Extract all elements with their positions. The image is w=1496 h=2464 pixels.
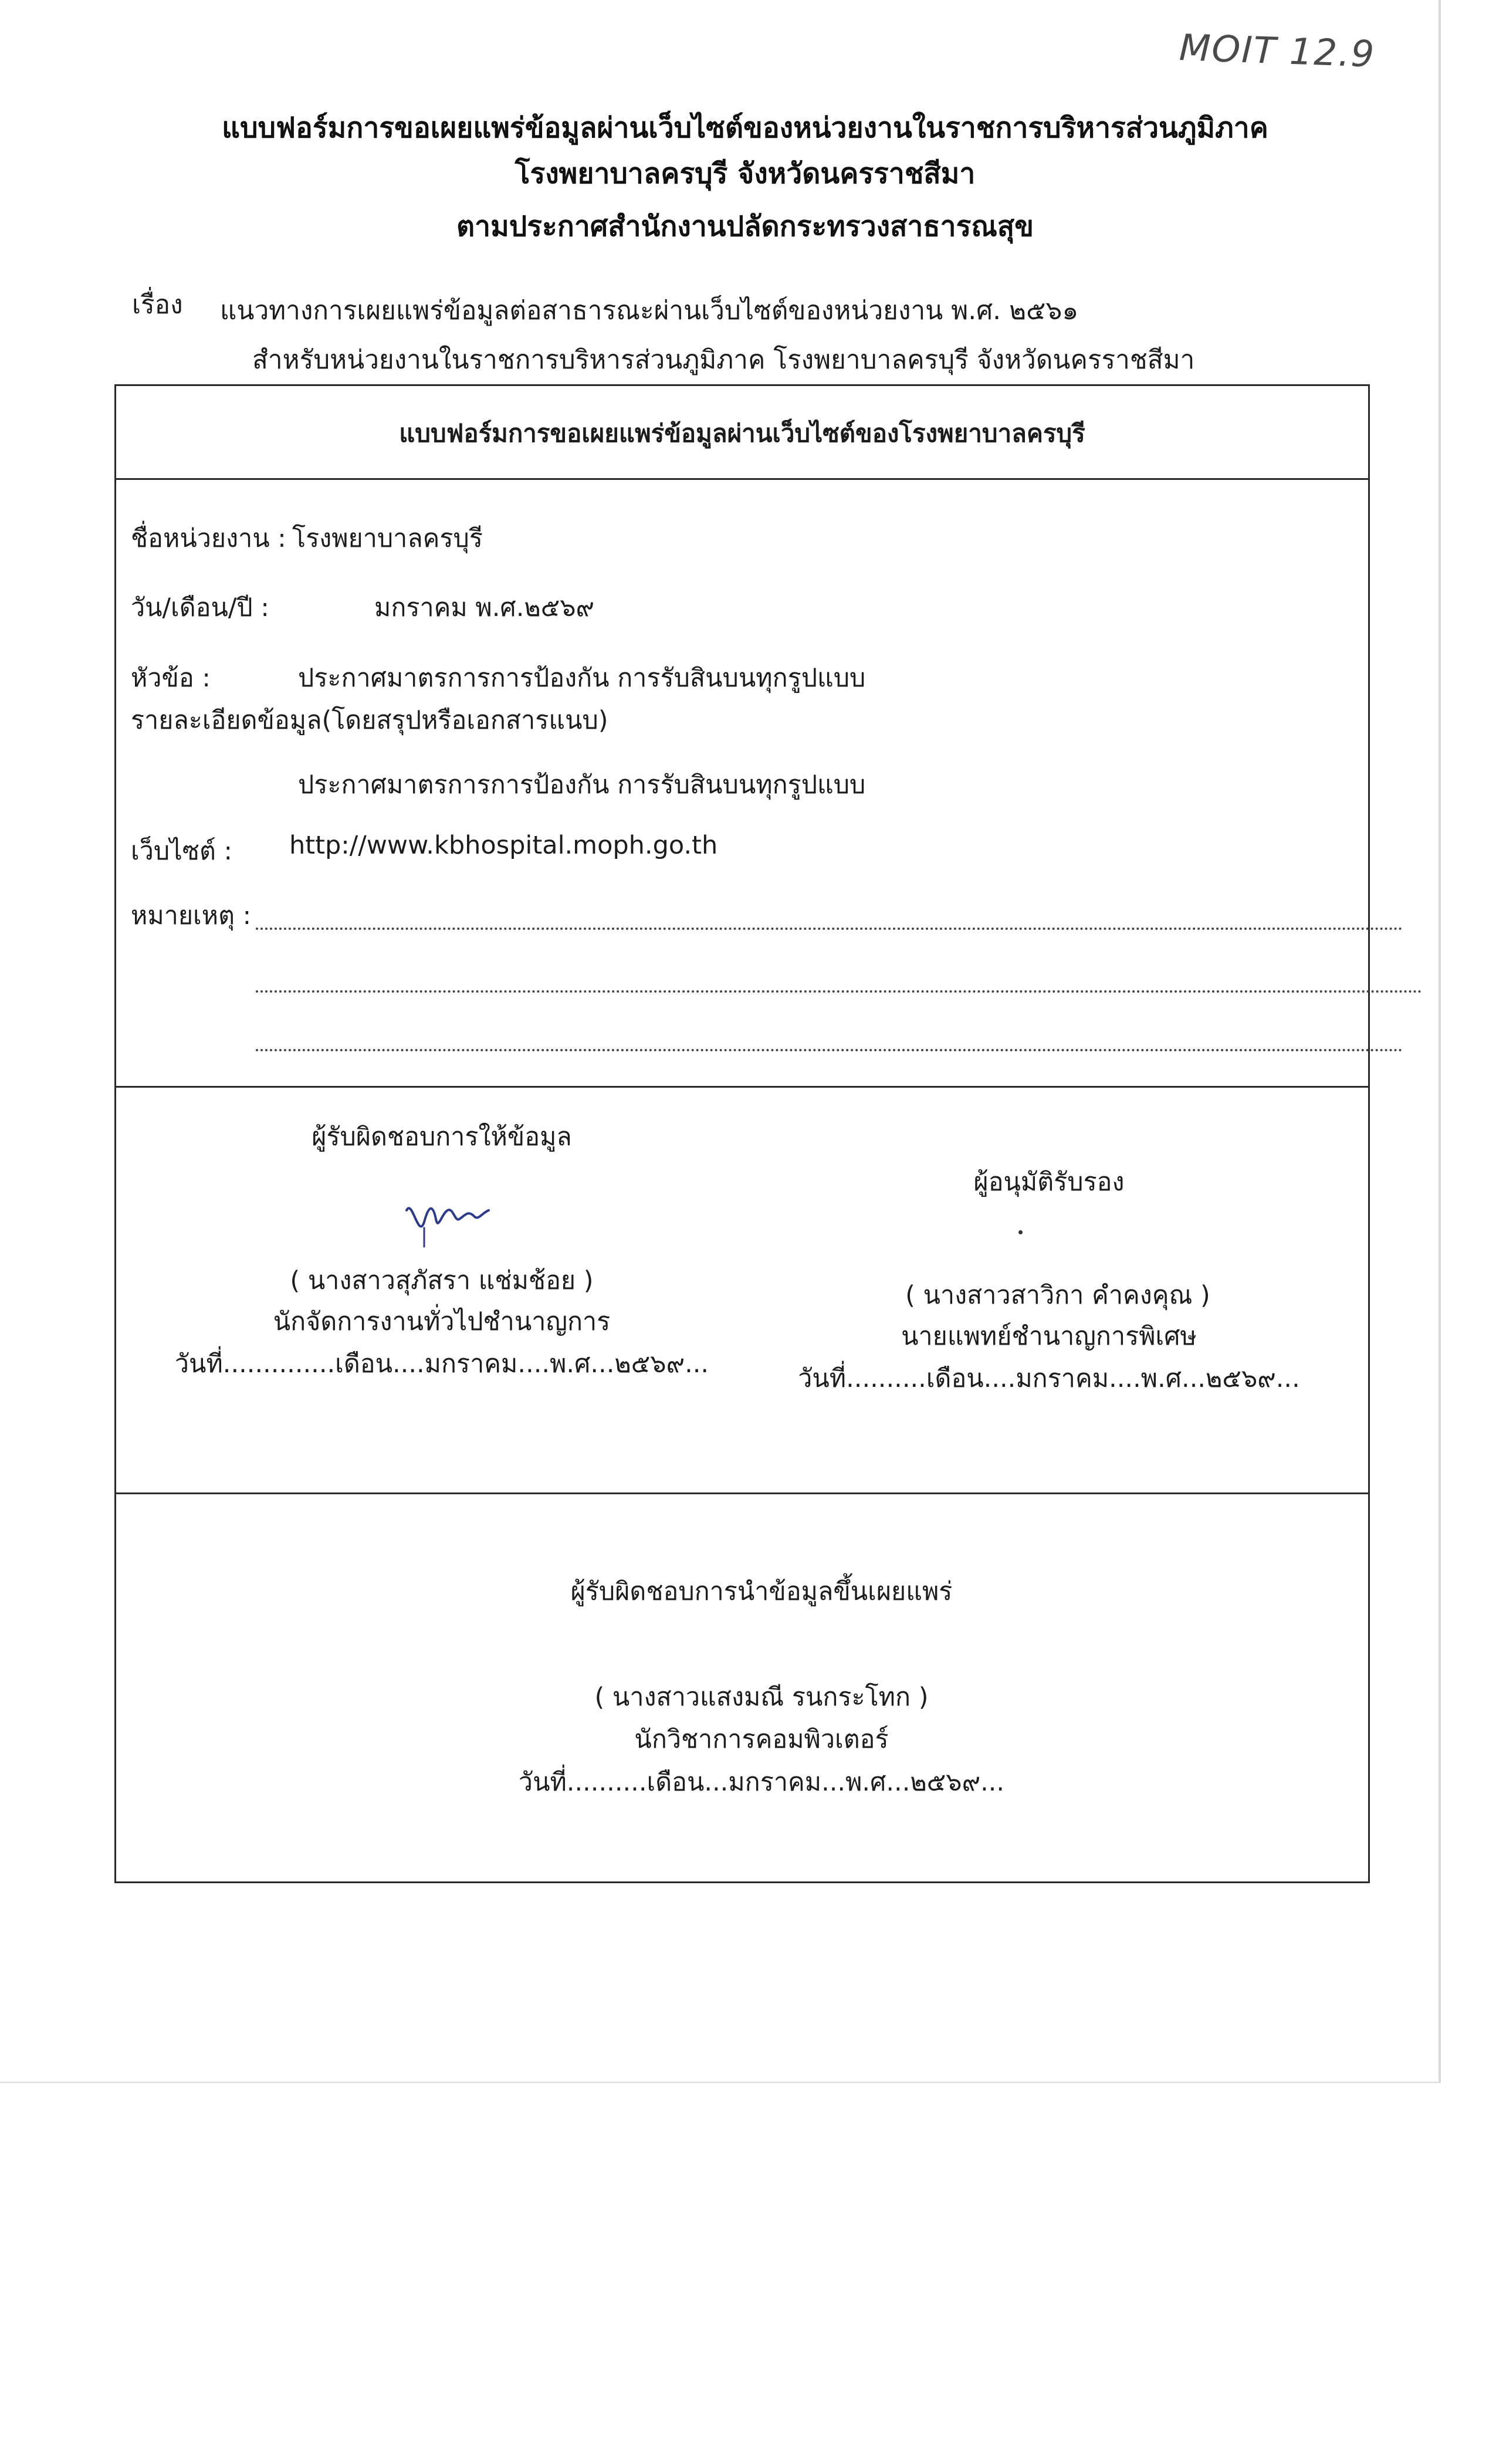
approver-date: วันที่..........เดือน....มกราคม....พ.ศ...๒๕๖๙... (798, 1364, 1300, 1393)
document-code: MOIT 12.9 (1178, 26, 1376, 76)
approver-role: ผู้อนุมัติรับรอง (973, 1167, 1125, 1197)
note-dotted-line (256, 990, 1422, 993)
provider-position: นักจัดการงานทั่วไปชำนาญการ (273, 1307, 611, 1336)
date-value: มกราคม พ.ศ.๒๕๖๙ (374, 593, 595, 622)
agency-label: ชื่อหน่วยงาน : (131, 524, 286, 553)
website-value: http://www.kbhospital.moph.go.th (289, 831, 718, 860)
topic-label: หัวข้อ : (131, 664, 211, 693)
title-line-2: โรงพยาบาลครบุรี จังหวัดนครราชสีมา (515, 157, 976, 190)
approver-name: ( นางสาวสาวิกา คำคงคุณ ) (905, 1281, 1210, 1310)
provider-signature (401, 1193, 512, 1251)
form-box (114, 384, 1370, 1883)
title-line-3: ตามประกาศสำนักงานปลัดกระทรวงสาธารณสุข (456, 210, 1034, 243)
approver-signature-mark (1018, 1230, 1023, 1234)
publisher-position: นักวิชาการคอมพิวเตอร์ (634, 1725, 889, 1754)
topic-value: ประกาศมาตรการการป้องกัน การรับสินบนทุกรูปแบบ (298, 664, 866, 693)
form-divider (116, 478, 1368, 480)
provider-date: วันที่..............เดือน....มกราคม....พ.ศ...๒๕๖๙... (174, 1349, 709, 1379)
form-divider (116, 1492, 1368, 1494)
note-dotted-line (256, 1049, 1403, 1051)
note-label: หมายเหตุ : (131, 901, 252, 930)
publisher-role: ผู้รับผิดชอบการนำข้อมูลขึ้นเผยแพร่ (570, 1577, 953, 1606)
provider-name: ( นางสาวสุภัสรา แช่มช้อย ) (290, 1266, 594, 1295)
website-label: เว็บไซต์ : (131, 837, 233, 866)
title-line-1: แบบฟอร์มการขอเผยแพร่ข้อมูลผ่านเว็บไซต์ของหน่วยงานในราชการบริหารส่วนภูมิภาค (222, 111, 1268, 144)
date-label: วัน/เดือน/ปี : (131, 593, 269, 622)
note-dotted-line (256, 928, 1403, 930)
form-header: แบบฟอร์มการขอเผยแพร่ข้อมูลผ่านเว็บไซต์ของโรงพยาบาลครบุรี (399, 419, 1085, 448)
subject-line-2: สำหรับหน่วยงานในราชการบริหารส่วนภูมิภาค โรงพยาบาลครบุรี จังหวัดนครราชสีมา (252, 345, 1195, 375)
publisher-date: วันที่..........เดือน...มกราคม...พ.ศ...๒๕๖๙... (518, 1768, 1005, 1797)
subject-line-1: แนวทางการเผยแพร่ข้อมูลต่อสาธารณะผ่านเว็บไซต์ของหน่วยงาน พ.ศ. ๒๕๖๑ (220, 296, 1079, 326)
subject-label: เรื่อง (132, 290, 183, 320)
agency-value: โรงพยาบาลครบุรี (292, 524, 483, 553)
form-divider (116, 1086, 1368, 1088)
provider-role: ผู้รับผิดชอบการให้ข้อมูล (312, 1122, 572, 1152)
approver-position: นายแพทย์ชำนาญการพิเศษ (901, 1322, 1197, 1351)
publisher-name: ( นางสาวแสงมณี รนกระโทก ) (594, 1683, 929, 1712)
detail-value: ประกาศมาตรการการป้องกัน การรับสินบนทุกรูปแบบ (298, 770, 866, 800)
detail-label: รายละเอียดข้อมูล(โดยสรุปหรือเอกสารแนบ) (131, 706, 608, 735)
